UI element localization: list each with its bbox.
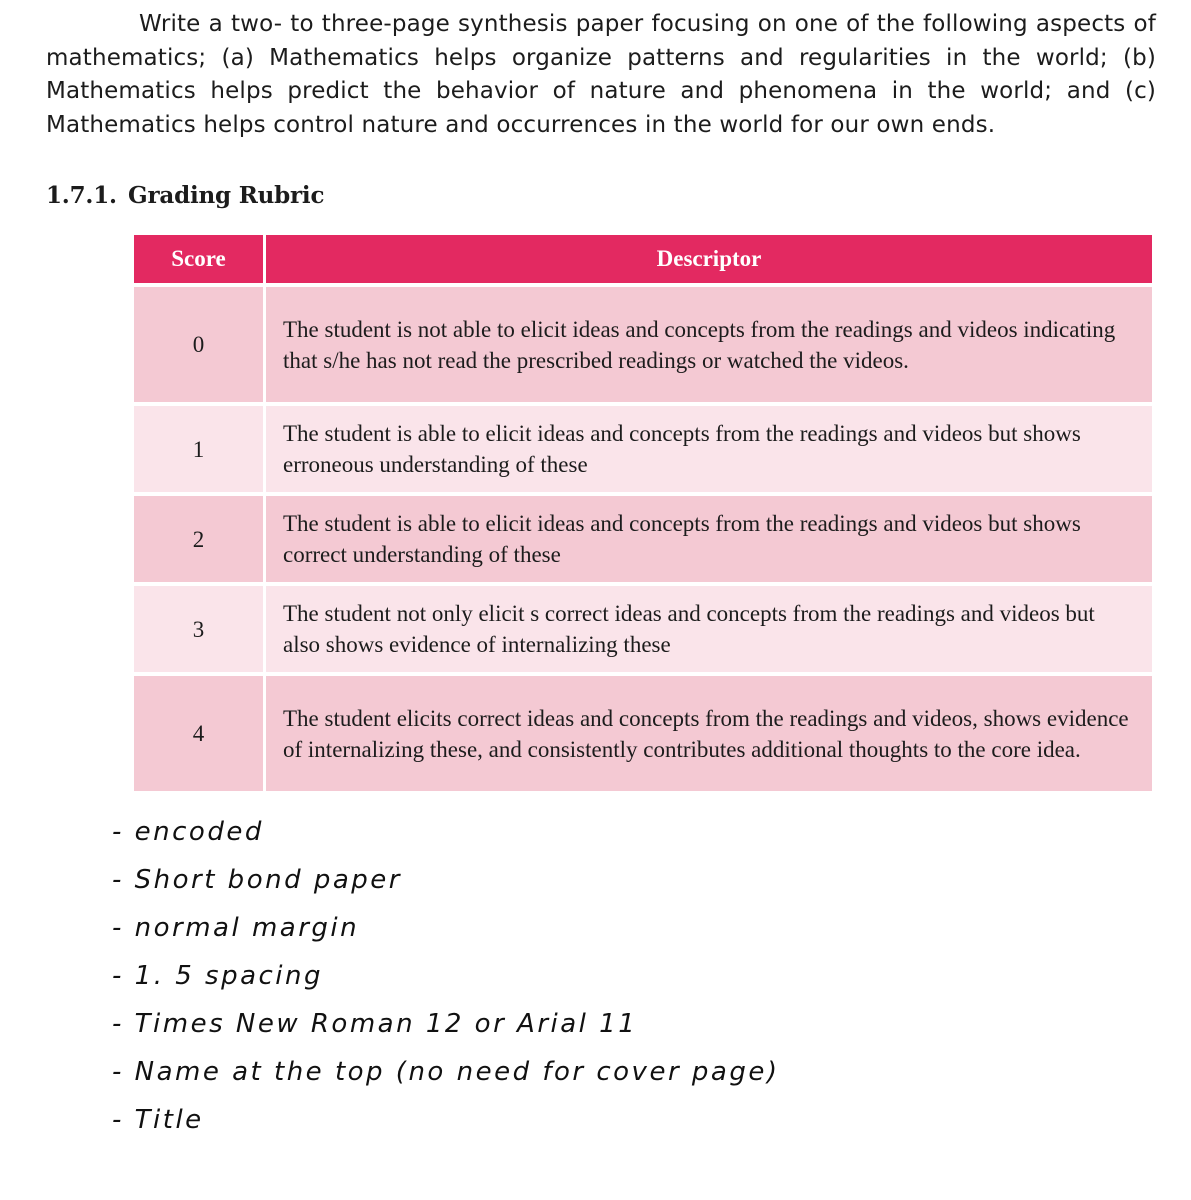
score-cell: 2 bbox=[134, 496, 266, 582]
score-cell: 0 bbox=[134, 287, 266, 402]
section-heading bbox=[46, 178, 324, 214]
table-row bbox=[134, 496, 1152, 582]
table-row bbox=[134, 287, 1152, 402]
note-item: - Times New Roman 12 or Arial 11 bbox=[112, 1009, 638, 1039]
score-cell: 1 bbox=[134, 406, 266, 492]
descriptor-cell: The student elicits correct ideas and concepts from the readings and videos, shows evidence of internalizing these, and consistently contributes additional thoughts to the core idea. bbox=[266, 676, 1152, 791]
descriptor-cell: The student not only elicit s correct ideas and concepts from the readings and videos but also shows evidence of internalizing these bbox=[266, 586, 1152, 672]
descriptor-column-header: Descriptor bbox=[266, 235, 1152, 283]
note-item: - Short bond paper bbox=[112, 865, 402, 895]
note-item: - encoded bbox=[112, 817, 264, 847]
note-item: - normal margin bbox=[112, 913, 360, 943]
handwritten-notes bbox=[112, 808, 779, 1144]
assignment-instructions: Write a two- to three-page synthesis paper focusing on one of the following aspects of mathematics; (a) Mathematics helps organize patterns and regularities in the world; (b) Mathematics helps predict the behavior of nature and phenomena in the world; and (c) Mathematics helps control nature and occurrences in the world for our own ends. bbox=[46, 11, 1156, 138]
descriptor-cell: The student is able to elicit ideas and concepts from the readings and videos but shows erroneous understanding of these bbox=[266, 406, 1152, 492]
note-item: - Name at the top (no need for cover page) bbox=[112, 1057, 780, 1087]
descriptor-cell: The student is not able to elicit ideas and concepts from the readings and videos indicating that s/he has not read the prescribed readings or watched the videos. bbox=[266, 287, 1152, 402]
grading-rubric-table bbox=[134, 231, 1152, 795]
score-column-header: Score bbox=[134, 235, 266, 283]
note-item: - Title bbox=[112, 1105, 204, 1135]
note-item: - 1. 5 spacing bbox=[112, 961, 324, 991]
table-row bbox=[134, 676, 1152, 791]
section-title: Grading Rubric bbox=[128, 182, 325, 209]
section-number: 1.7.1. bbox=[46, 182, 117, 209]
score-cell: 4 bbox=[134, 676, 266, 791]
descriptor-cell: The student is able to elicit ideas and concepts from the readings and videos but shows correct understanding of these bbox=[266, 496, 1152, 582]
table-row bbox=[134, 406, 1152, 492]
table-row bbox=[134, 586, 1152, 672]
score-cell: 3 bbox=[134, 586, 266, 672]
table-header-row bbox=[134, 235, 1152, 283]
